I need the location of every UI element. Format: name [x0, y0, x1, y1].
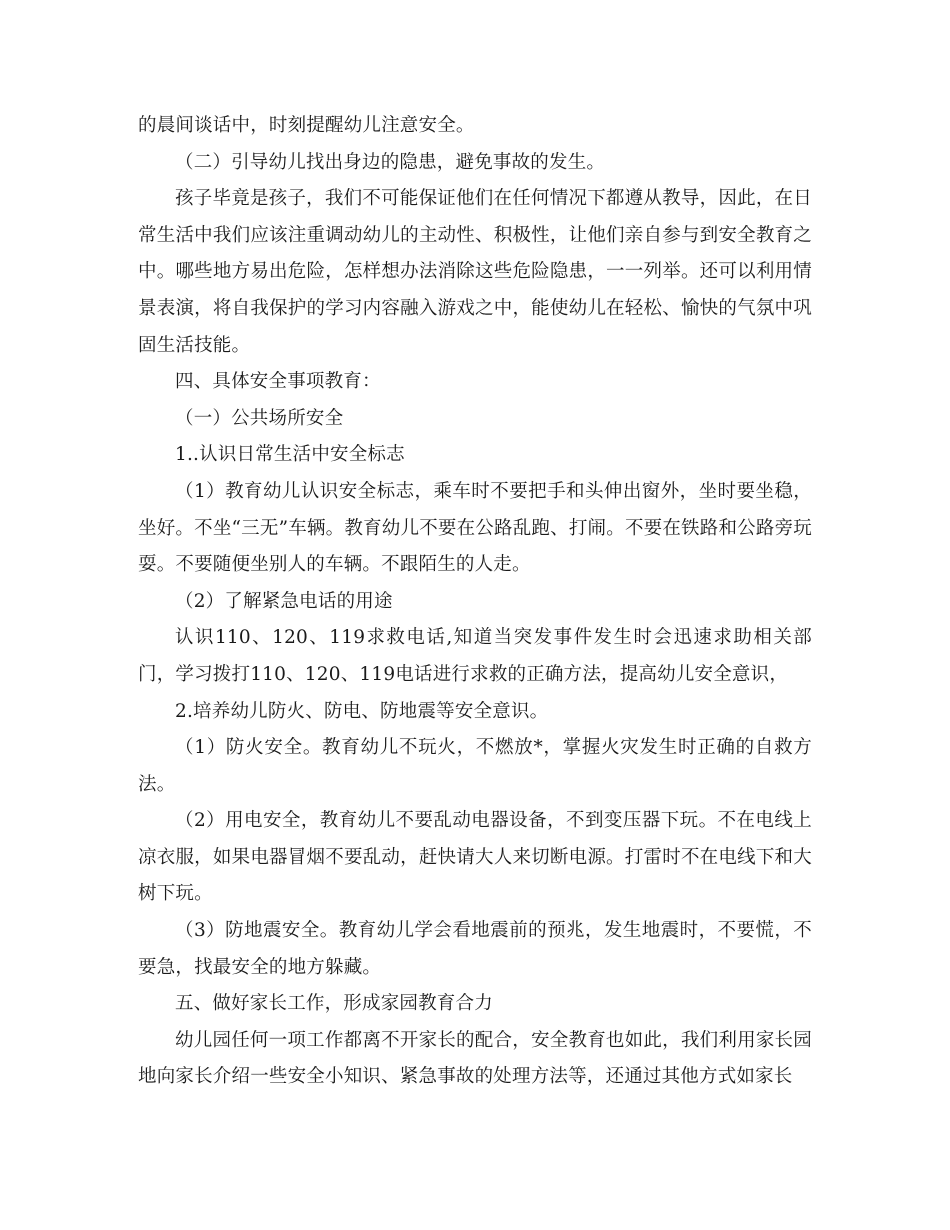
- item-heading: 2.培养幼儿防火、防电、防地震等安全意识。: [175, 700, 549, 722]
- paragraph: 孩子毕竟是孩子，我们不可能保证他们在任何情况下都遵从教导，因此，在日常生活中我们应该注重调动幼儿的主动性、积极性，让他们亲自参与到安全教育之中。哪些地方易出危险，怎样想办法消除这些危险隐患，一一列举。还可以利用情景表演，将自我保护的学习内容融入游戏之中，能使幼儿在轻松、愉快的气氛中巩固生活技能。: [138, 188, 812, 356]
- paragraph: （3）防地震安全。教育幼儿学会看地震前的预兆，发生地震时，不要慌，不要急，找最安全的地方躲藏。: [138, 920, 812, 978]
- paragraph: 认识110、120、119求救电话,知道当突发事件发生时会迅速求助相关部门，学习拨打110、120、119电话进行求救的正确方法，提高幼儿安全意识，: [138, 627, 812, 685]
- document-body: [138, 108, 812, 1096]
- subsection-heading: （一）公共场所安全: [175, 407, 344, 429]
- section-heading: 四、具体安全事项教育：: [175, 371, 381, 393]
- paragraph: （2）用电安全，教育幼儿不要乱动电器设备，不到变压器下玩。不在电线上凉衣服，如果电器冒烟不要乱动，赶快请大人来切断电源。打雷时不在电线下和大树下玩。: [138, 810, 812, 905]
- item-heading: （2）了解紧急电话的用途: [175, 590, 393, 612]
- paragraph: （1）防火安全。教育幼儿不玩火，不燃放*，掌握火灾发生时正确的自救方法。: [138, 737, 812, 795]
- section-heading: （二）引导幼儿找出身边的隐患，避免事故的发生。: [175, 151, 606, 173]
- paragraph: 幼儿园任何一项工作都离不开家长的配合，安全教育也如此，我们利用家长园地向家长介绍一些安全小知识、紧急事故的处理方法等，还通过其他方式如家长: [138, 1029, 812, 1088]
- section-heading: 五、做好家长工作，形成家园教育合力: [175, 993, 493, 1015]
- paragraph: 的晨间谈话中，时刻提醒幼儿注意安全。: [138, 115, 475, 136]
- paragraph: （1）教育幼儿认识安全标志，乘车时不要把手和头伸出窗外，坐时要坐稳，坐好。不坐“三无”车辆。教育幼儿不要在公路乱跑、打闹。不要在铁路和公路旁玩耍。不要随便坐别人的车辆。不跟陌生的人走。: [138, 480, 812, 576]
- item-heading: 1..认识日常生活中安全标志: [175, 444, 405, 466]
